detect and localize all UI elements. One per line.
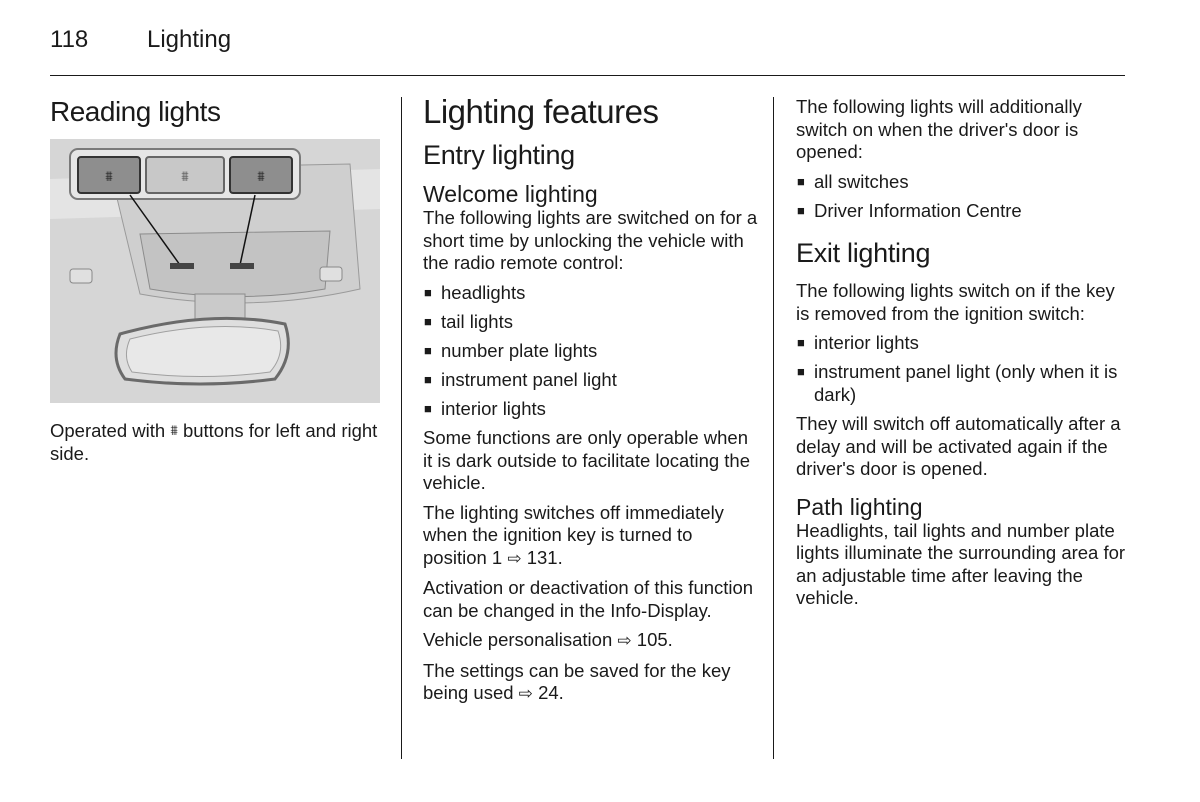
reading-lights-title: Reading lights [50, 96, 221, 127]
list-item: ■ interior lights [797, 332, 919, 353]
exit-list [796, 332, 1131, 406]
welcome-lighting-title: Welcome lighting [423, 181, 598, 207]
page-number: 118 [50, 26, 89, 53]
list-item: ■ number plate lights [424, 339, 598, 361]
list-item: ■ Driver Information Centre [797, 199, 1022, 221]
path-lighting-title: Path lighting [796, 493, 923, 520]
list-item: ■ tail lights [424, 310, 513, 332]
bullet-icon: ■ [797, 202, 805, 218]
reading-lights-figure [50, 139, 380, 403]
bullet-icon: ■ [424, 284, 432, 300]
bullet-icon: ■ [424, 400, 432, 416]
paragraph: Activation or deactivation of this function can be changed in the Info-Display. [423, 577, 754, 621]
section-title: Lighting [147, 26, 232, 53]
paragraph: Some functions are only operable when it is dark outside to facilitate locating the vehicle. [423, 427, 751, 493]
bullet-icon: ■ [424, 371, 432, 387]
column-divider-1 [401, 97, 402, 759]
list-item: ■ instrument panel light (only when it is dark) [797, 361, 1118, 405]
paragraph: Vehicle personalisation ⇨ 105. [423, 629, 673, 650]
exit-intro: The following lights switch on if the key is removed from the ignition switch: [796, 280, 1115, 324]
column-divider-2 [773, 97, 774, 759]
bullet-icon: ■ [797, 173, 805, 189]
bullet-icon: ■ [797, 364, 805, 379]
column-2 [423, 94, 758, 713]
center-light-icon: ⩩ [181, 169, 189, 185]
list-item: ■ interior lights [424, 397, 546, 419]
paragraph: The lighting switches off immediately when the ignition key is turned to position 1 ⇨ 131. [423, 501, 724, 568]
bullet-icon: ■ [424, 313, 432, 329]
exit-lighting-title: Exit lighting [796, 238, 931, 268]
welcome-list [423, 282, 758, 421]
entry-lighting-title: Entry lighting [423, 140, 575, 170]
column-3 [796, 96, 1131, 617]
lighting-features-title: Lighting features [423, 93, 659, 130]
bullet-icon: ■ [797, 335, 805, 350]
welcome-intro: The following lights are switched on for a short time by unlocking the vehicle with the radio remote control: [423, 207, 758, 273]
figure-caption: Operated with ⩩ buttons for left and right side. [50, 420, 378, 464]
door-lights-list [796, 171, 1131, 223]
bullet-icon: ■ [424, 342, 432, 358]
page-reference-icon: ⇨ [617, 631, 632, 650]
column-1 [50, 96, 380, 133]
header-rule [50, 75, 1125, 76]
roof-console-illustration [50, 139, 380, 403]
exit-paragraph: They will switch off automatically after a delay and will be activated again if the driver's door is opened. [796, 413, 1121, 479]
path-paragraph: Headlights, tail lights and number plate lights illuminate the surrounding area for an adjustable time after leaving the vehicle. [796, 519, 1126, 608]
right-reading-light-icon: ⩩ [257, 169, 265, 185]
paragraph: The settings can be saved for the key being used ⇨ 24. [423, 659, 731, 703]
page-reference-icon: ⇨ [518, 684, 533, 703]
list-item: ■ instrument panel light [424, 368, 617, 390]
list-item: ■ all switches [797, 170, 909, 192]
left-reading-light-icon: ⩩ [105, 169, 113, 185]
page-reference-icon: ⇨ [507, 548, 522, 568]
list-item: ■ headlights [424, 281, 526, 303]
door-lights-intro: The following lights will additionally switch on when the driver's door is opened: [796, 96, 1082, 162]
reading-light-button-icon: ⩩ [170, 422, 178, 438]
